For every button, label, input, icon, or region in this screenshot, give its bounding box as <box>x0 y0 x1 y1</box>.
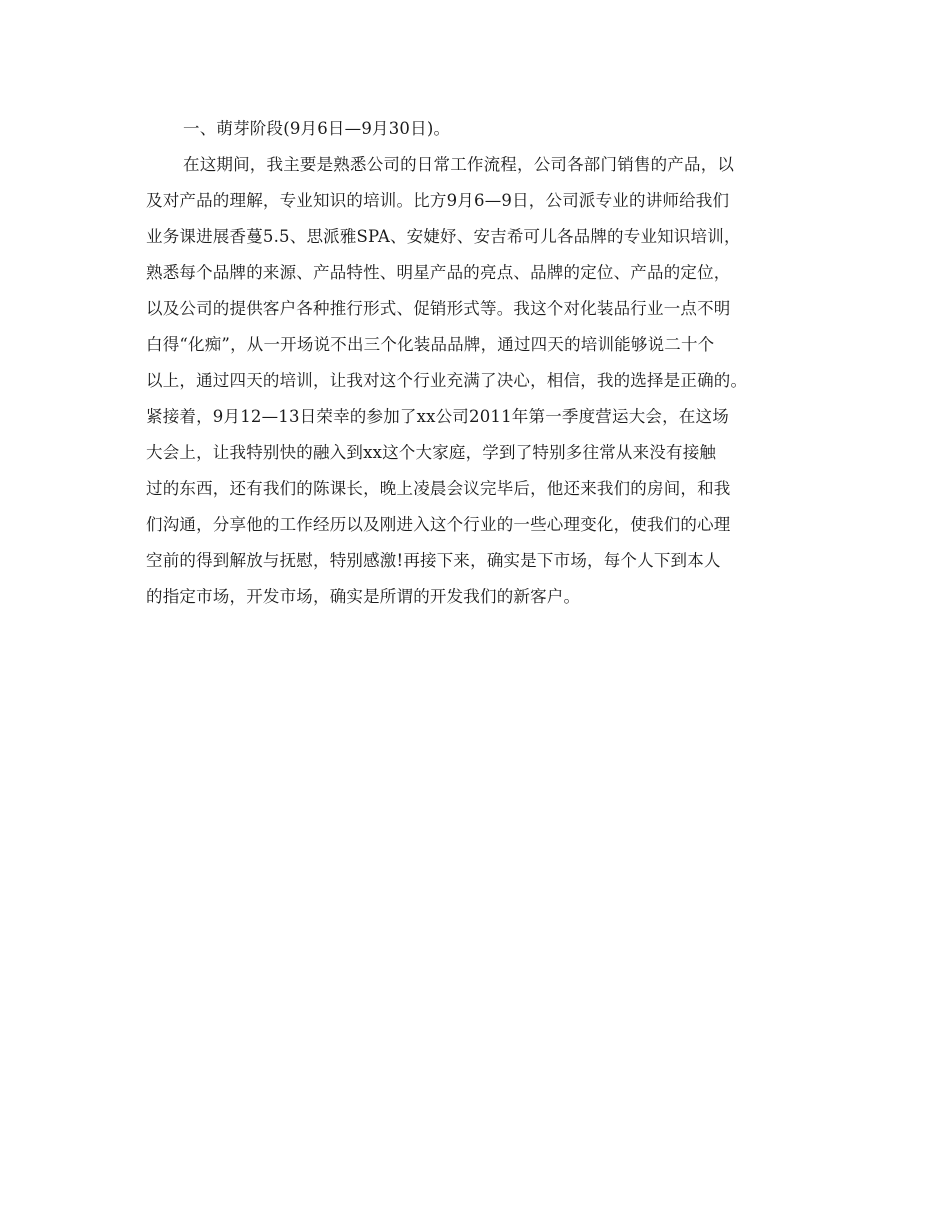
paragraph-line: 在这期间，我主要是熟悉公司的日常工作流程，公司各部门销售的产品，以 <box>183 155 735 174</box>
paragraph-line: 业务课进展香蔓5.5、思派雅SPA、安婕妤、安吉希可儿各品牌的专业知识培训， <box>146 227 741 246</box>
paragraph-line: 白得“化痴”，从一开场说不出三个化装品品牌，通过四天的培训能够说二十个 <box>146 335 715 354</box>
paragraph-line: 以及公司的提供客户各种推行形式、促销形式等。我这个对化装品行业一点不明 <box>146 299 731 318</box>
paragraph-line: 的指定市场，开发市场，确实是所谓的开发我们的新客户。 <box>146 587 581 606</box>
paragraph-line: 空前的得到解放与抚慰，特别感激!再接下来，确实是下市场，每个人下到本人 <box>146 551 721 570</box>
paragraph-line: 及对产品的理解，专业知识的培训。比方9月6—9日，公司派专业的讲师给我们 <box>146 191 730 210</box>
paragraph-line: 以上，通过四天的培训，让我对这个行业充满了决心，相信，我的选择是正确的。 <box>146 371 748 390</box>
paragraph-line: 紧接着，9月12—13日荣幸的参加了xx公司2011年第一季度营运大会，在这场 <box>146 407 729 426</box>
paragraph-line: 大会上，让我特别快的融入到xx这个大家庭，学到了特别多往常从来没有接触 <box>146 443 717 462</box>
paragraph-line: 熟悉每个品牌的来源、产品特性、明星产品的亮点、品牌的定位、产品的定位， <box>146 263 731 282</box>
paragraph-line: 们沟通，分享他的工作经历以及刚进入这个行业的一些心理变化，使我们的心理 <box>146 515 731 534</box>
paragraph-line: 过的东西，还有我们的陈课长，晚上凌晨会议完毕后，他还来我们的房间，和我 <box>146 479 731 498</box>
section-heading: 一、萌芽阶段(9月6日—9月30日)。 <box>183 119 451 138</box>
